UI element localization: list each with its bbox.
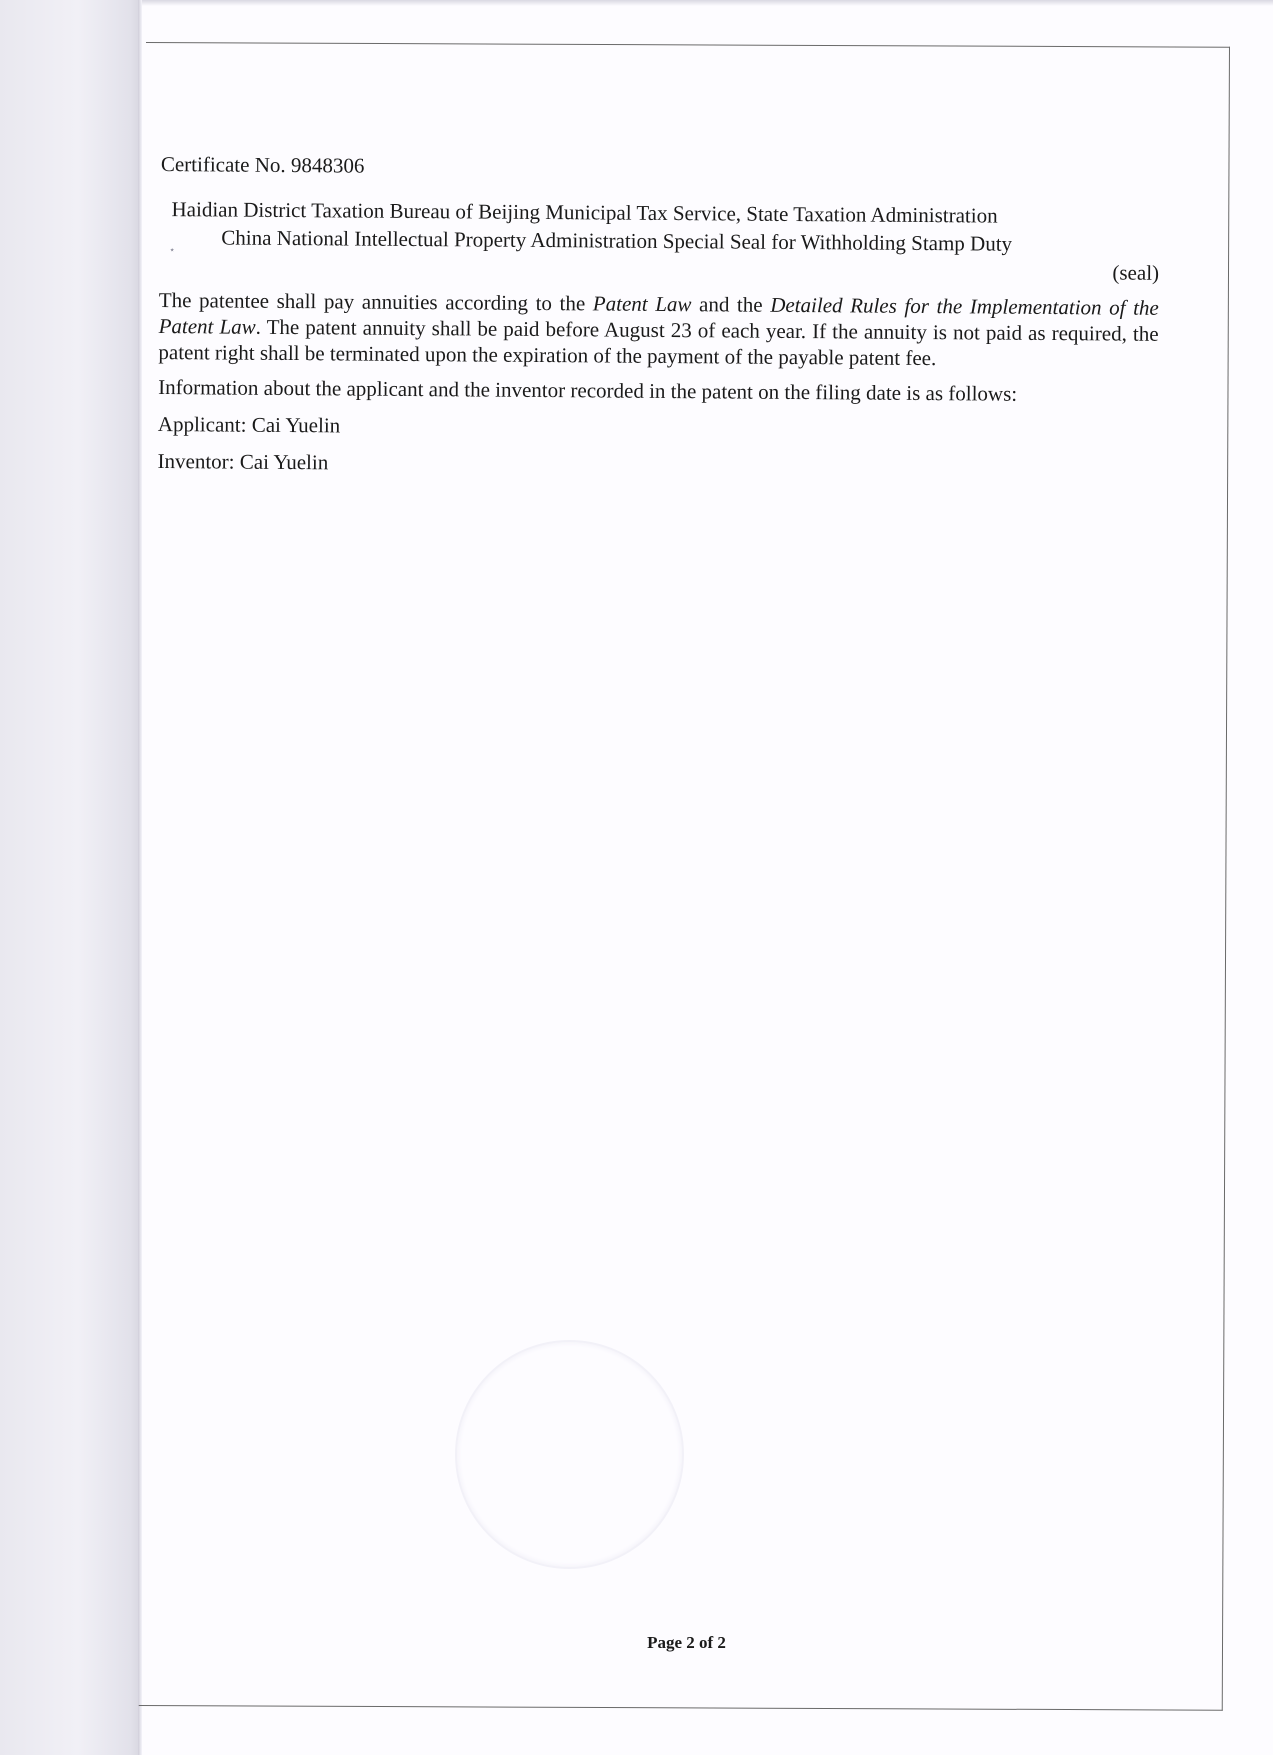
embossed-seal: [455, 1340, 684, 1569]
recorded-info-intro: Information about the applicant and the inventor recorded in the patent on the filing date is as follows:: [158, 374, 1018, 406]
annuity-text-1: The patentee shall pay annuities according to the: [158, 287, 593, 316]
page-number: Page 2 of 2: [647, 1633, 726, 1652]
ip-administration-seal-line: China National Intellectual Property Administration Special Seal for Withholding Stamp Duty: [221, 225, 1013, 256]
scan-speck: ⋆: [169, 245, 176, 256]
annuity-text-3: . The patent annuity shall be paid before August 23 of each year. If the annuity is not paid as required, the patent right shall be terminated upon the expiration of the payment of the payable patent fee.: [158, 314, 1159, 371]
applicant-line: Applicant: Cai Yuelin: [157, 411, 341, 438]
certificate-number: Certificate No. 9848306: [160, 152, 365, 178]
annuity-paragraph: [158, 287, 1159, 373]
patent-law-title: Patent Law: [592, 291, 692, 317]
inventor-line: Inventor: Cai Yuelin: [157, 448, 329, 475]
page-binding-shadow: [0, 0, 142, 1755]
top-edge-shadow: [142, 0, 1273, 6]
document-body: [157, 152, 1160, 494]
annuity-text-2: and the: [691, 292, 771, 317]
seal-note: (seal): [1112, 260, 1160, 285]
taxation-bureau-line: Haidian District Taxation Bureau of Beijing Municipal Tax Service, State Taxation Administration: [171, 197, 998, 228]
issuing-authority-block: [159, 195, 1160, 287]
detailed-rules-title: Detailed Rules for the Implementation of the Patent Law: [158, 292, 1159, 339]
